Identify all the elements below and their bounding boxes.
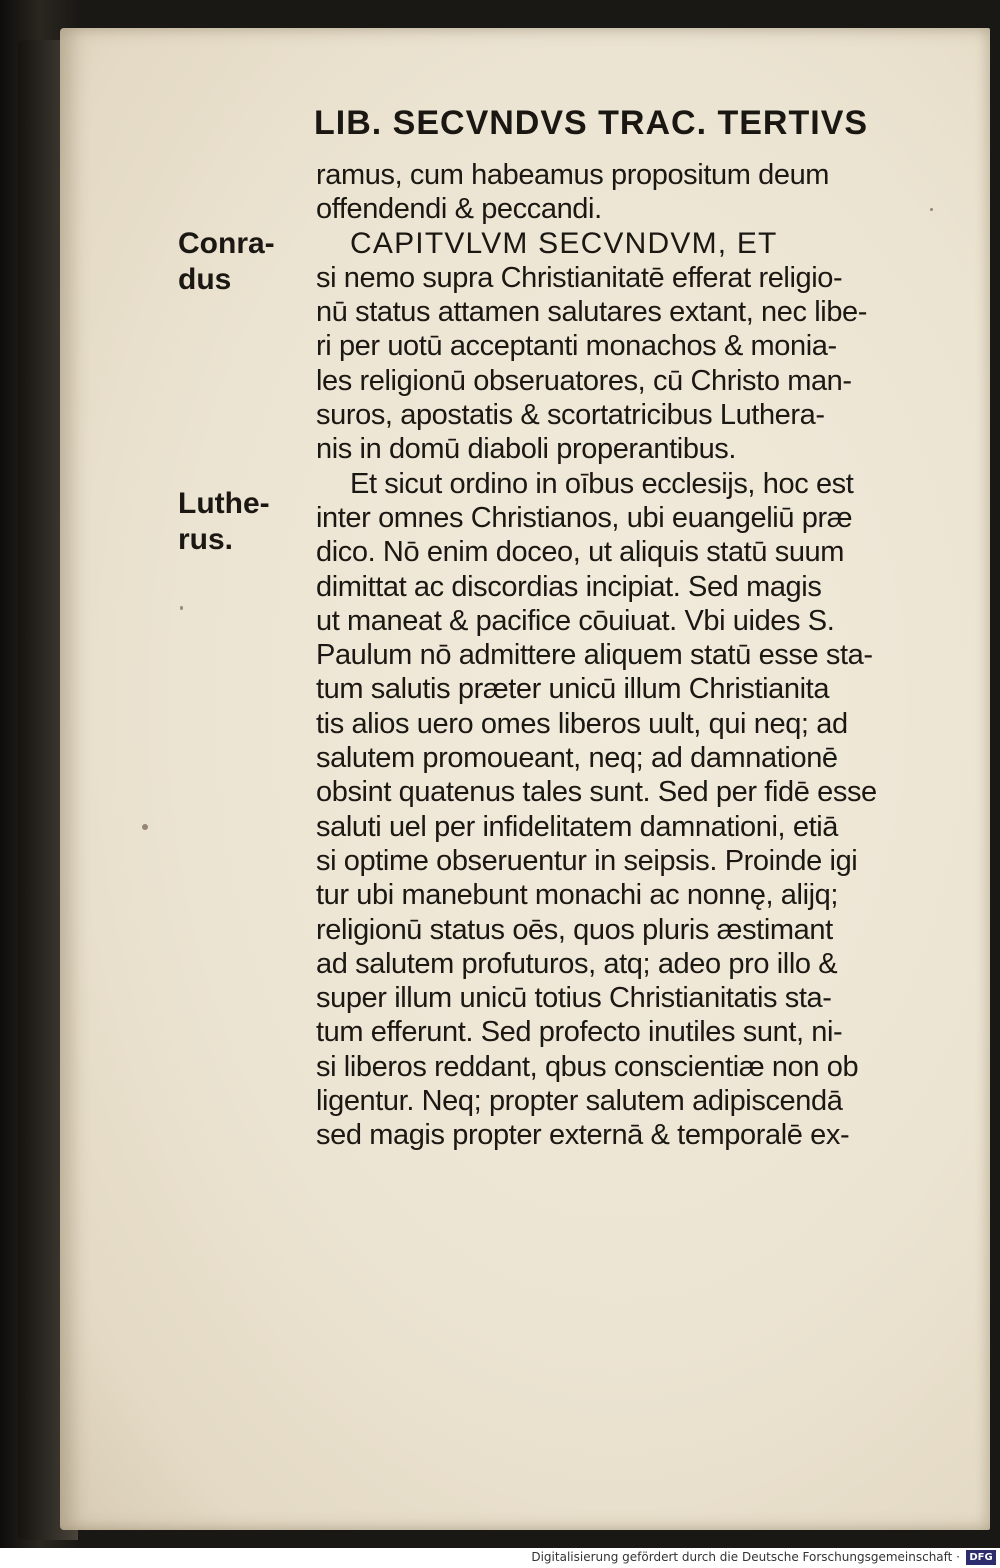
text-line: saluti uel per infidelitatem damnationi, etiā bbox=[316, 810, 839, 843]
margin-note-lutherus bbox=[178, 486, 278, 558]
body-text bbox=[316, 158, 944, 1153]
text-line: religionū status oēs, quos pluris æstimant bbox=[316, 913, 833, 946]
text-line: ut maneat & pacifice cōuiuat. Vbi uides S. bbox=[316, 604, 835, 637]
chapter-heading: CAPITVLVM SECVNDVM, ET bbox=[350, 226, 778, 260]
text-line: ramus, cum habeamus propositum deum bbox=[316, 159, 830, 191]
text-line: Paulum nō admittere aliquem statū esse sta- bbox=[316, 639, 873, 672]
footer-credit: Digitalisierung gefördert durch die Deutsche Forschungsgemeinschaft · bbox=[531, 1550, 960, 1564]
text-line: salutem promoueant, neq; ad damnationē bbox=[316, 742, 838, 775]
text-line: si liberos reddant, qbus conscientiæ non ob bbox=[316, 1050, 859, 1083]
text-line: tur ubi manebunt monachi ac nonnę, alijq; bbox=[316, 879, 839, 912]
margin-note-text: Conra- dus bbox=[178, 227, 275, 296]
text-line: nū status attamen salutares extant, nec libe- bbox=[316, 296, 868, 329]
text-line: sed magis propter externā & temporalē ex- bbox=[316, 1119, 850, 1152]
text-line: si nemo supra Christianitatē efferat religio- bbox=[316, 261, 843, 294]
text-line: obsint quatenus tales sunt. Sed per fidē esse bbox=[316, 776, 877, 809]
text-line: si optime obseruentur in seipsis. Proinde igi bbox=[316, 844, 858, 877]
text-line: nis in domū diaboli properantibus. bbox=[316, 433, 737, 466]
text-line: super illum unicū totius Christianitatis sta- bbox=[316, 982, 832, 1015]
text-line: ri per uotū acceptanti monachos & monia- bbox=[316, 330, 837, 363]
text-line: les religionū obseruatores, cū Christo man- bbox=[316, 364, 852, 397]
text-line: tis alios uero omes liberos uult, qui neq; ad bbox=[316, 707, 848, 740]
paper-speck bbox=[142, 824, 148, 830]
text-line: dimittat ac discordias incipiat. Sed magis bbox=[316, 570, 822, 603]
running-head: LIB. SECVNDVS TRAC. TERTIVS bbox=[314, 104, 869, 142]
text-line: ad salutem profuturos, atq; adeo pro illo & bbox=[316, 947, 838, 980]
margin-note-conradus bbox=[178, 226, 278, 298]
text-line: offendendi & peccandi. bbox=[316, 193, 602, 226]
text-line: dico. Nō enim doceo, ut aliquis statū suum bbox=[316, 536, 845, 569]
text-line: tum salutis præter unicū illum Christianita bbox=[316, 673, 830, 706]
text-line: ligentur. Neq; propter salutem adipiscendā bbox=[316, 1085, 843, 1118]
dfg-logo: DFG bbox=[966, 1550, 996, 1565]
text-line: tum efferunt. Sed profecto inutiles sunt, ni- bbox=[316, 1016, 843, 1049]
text-line: suros, apostatis & scortatricibus Luthera- bbox=[316, 399, 825, 432]
text-line: inter omnes Christianos, ubi euangeliū præ bbox=[316, 501, 853, 534]
paper-speck bbox=[180, 606, 183, 610]
paragraph-start-line: Et sicut ordino in oībus ecclesijs, hoc est bbox=[350, 467, 854, 500]
margin-note-text: Luthe- rus. bbox=[178, 487, 270, 556]
